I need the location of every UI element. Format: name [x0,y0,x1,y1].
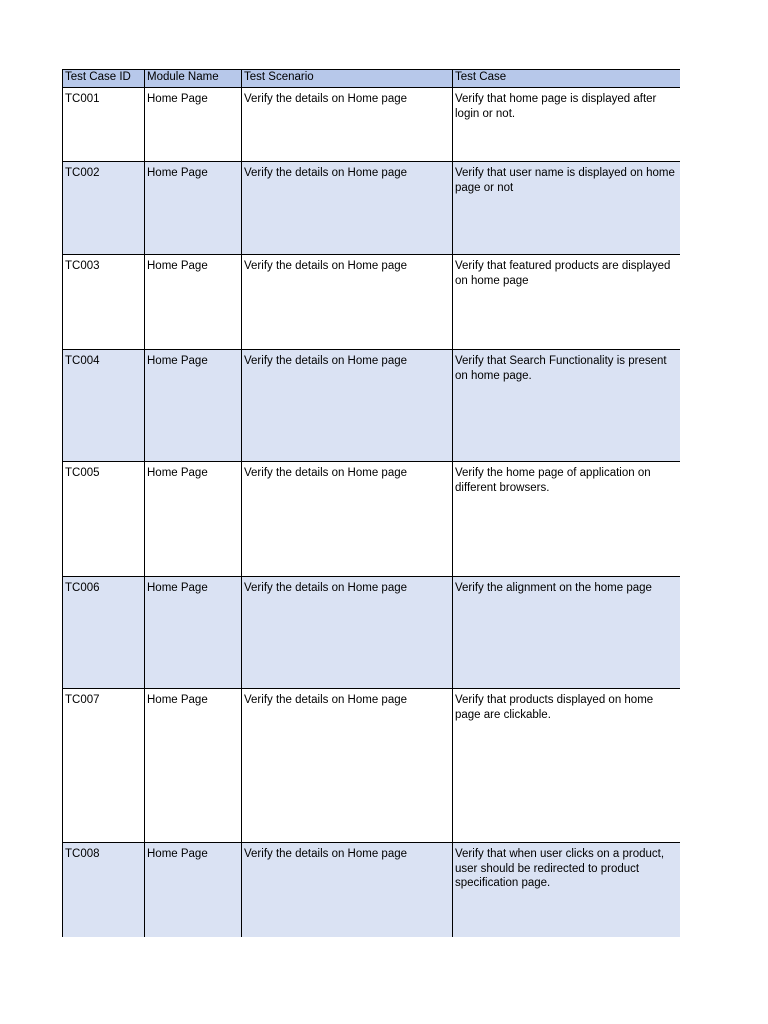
table-row [63,255,681,350]
header-test-case[interactable]: Test Case [453,70,681,88]
cell-test-case[interactable]: Verify that products displayed on home page are clickable. [453,689,681,843]
cell-test-case-id[interactable]: TC008 [63,843,145,938]
cell-test-case-id[interactable]: TC007 [63,689,145,843]
cell-test-scenario[interactable]: Verify the details on Home page [242,350,453,462]
cell-module-name[interactable]: Home Page [145,577,242,689]
cell-test-scenario[interactable]: Verify the details on Home page [242,88,453,162]
cell-test-case-id[interactable]: TC006 [63,577,145,689]
cell-test-case[interactable]: Verify that Search Functionality is present on home page. [453,350,681,462]
cell-test-scenario[interactable]: Verify the details on Home page [242,577,453,689]
cell-module-name[interactable]: Home Page [145,689,242,843]
table-row [63,462,681,577]
table-row [63,689,681,843]
cell-test-case[interactable]: Verify that when user clicks on a product, user should be redirected to product specification page. [453,843,681,938]
header-row [63,70,681,88]
cell-test-scenario[interactable]: Verify the details on Home page [242,255,453,350]
table-row [63,843,681,938]
cell-module-name[interactable]: Home Page [145,88,242,162]
header-test-case-id[interactable]: Test Case ID [63,70,145,88]
cell-test-case[interactable]: Verify that home page is displayed after login or not. [453,88,681,162]
cell-test-case[interactable]: Verify the alignment on the home page [453,577,681,689]
header-module-name[interactable]: Module Name [145,70,242,88]
cell-test-case[interactable]: Verify that user name is displayed on home page or not [453,162,681,255]
cell-test-case-id[interactable]: TC004 [63,350,145,462]
table-row [63,350,681,462]
cell-test-scenario[interactable]: Verify the details on Home page [242,462,453,577]
test-case-table [62,69,680,937]
cell-test-case[interactable]: Verify the home page of application on different browsers. [453,462,681,577]
cell-test-scenario[interactable]: Verify the details on Home page [242,689,453,843]
cell-test-case-id[interactable]: TC002 [63,162,145,255]
cell-module-name[interactable]: Home Page [145,162,242,255]
cell-test-scenario[interactable]: Verify the details on Home page [242,843,453,938]
cell-test-case-id[interactable]: TC001 [63,88,145,162]
cell-test-case-id[interactable]: TC005 [63,462,145,577]
cell-module-name[interactable]: Home Page [145,462,242,577]
header-test-scenario[interactable]: Test Scenario [242,70,453,88]
table-row [63,162,681,255]
cell-module-name[interactable]: Home Page [145,843,242,938]
cell-test-case-id[interactable]: TC003 [63,255,145,350]
cell-test-scenario[interactable]: Verify the details on Home page [242,162,453,255]
cell-test-case[interactable]: Verify that featured products are displayed on home page [453,255,681,350]
table-row [63,88,681,162]
cell-module-name[interactable]: Home Page [145,255,242,350]
table-row [63,577,681,689]
test-case-sheet [62,69,680,943]
cell-module-name[interactable]: Home Page [145,350,242,462]
